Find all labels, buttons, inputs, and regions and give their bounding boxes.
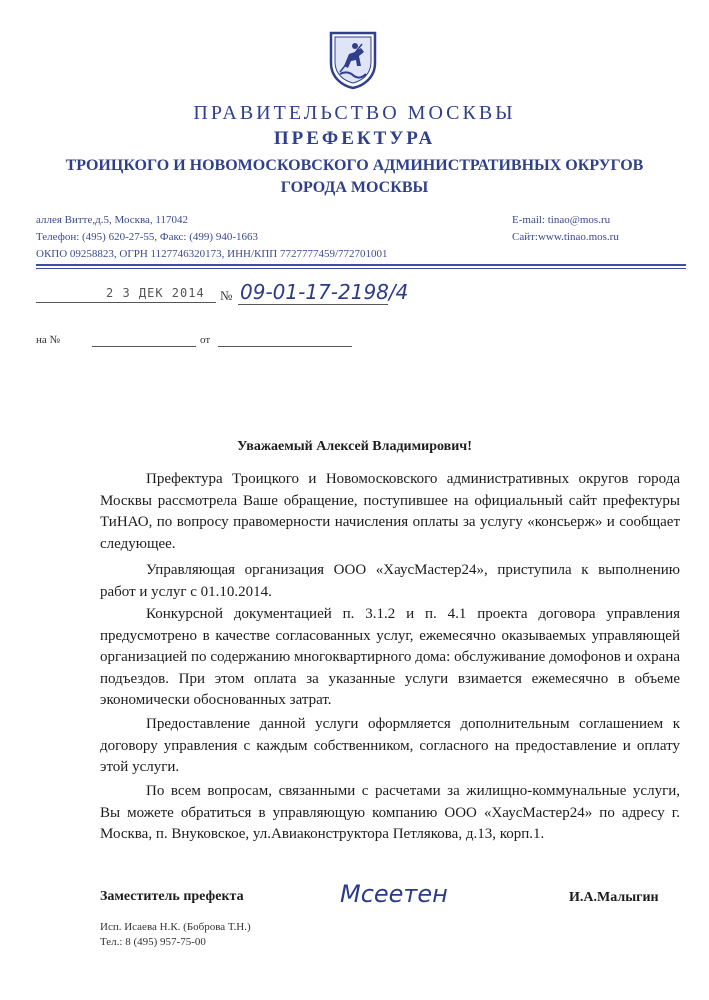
outgoing-number-handwritten: 09-01-17-2198/4 (240, 280, 409, 304)
body-paragraph-5: По всем вопросам, связанными с расчетами за жилищно-коммунальные услуги, Вы можете обратиться в управляющую компанию ООО «ХаусМастер24» по адресу г. Москва, п. Внуковское, ул.Авиаконструктора Петлякова, д.13, корп.1. (100, 783, 680, 842)
moscow-coat-of-arms-icon (328, 30, 378, 90)
number-label: № (220, 288, 233, 303)
reply-number-label: на № (36, 334, 61, 346)
body-paragraph-1: Префектура Троицкого и Новомосковского административных округов города Москвы рассмотрела Ваше обращение, поступившее на официальный сайт префектуры ТиНАО, по вопросу правомерности начисления оплаты за услугу «консьерж» и сообщает следующее. (100, 471, 680, 552)
date-underline (36, 302, 216, 303)
signatory-position: Заместитель префекта (100, 889, 244, 904)
letter-greeting: Уважаемый Алексей Владимирович! (237, 439, 472, 454)
body-paragraph-4: Предоставление данной услуги оформляется дополнительным соглашением к договору управления с каждым собственником, согласного на предоставление и оплату этой услуги. (100, 716, 680, 775)
reply-number-underline (92, 346, 196, 347)
registration-codes-text: ОКПО 09258823, ОГРН 1127746320173, ИНН/КПП 7727777459/772701001 (36, 248, 388, 260)
executor-text: Исп. Исаева Н.К. (Боброва Т.Н.) (100, 921, 251, 933)
body-paragraph-3: Конкурсной документацией п. 3.1.2 и п. 4.1 проекта договора управления предусмотрено в качестве согласованных услуг, ежемесячно оказываемых управляющей организацией по содержанию многоквартирного дома: обслуживание домофонов и охрана подъездов. При этом оплата за указанные услуги взимается ежемесячно в объеме экономически обоснованных затрат. (100, 606, 680, 708)
body-paragraph-2: Управляющая организация ООО «ХаусМастер24», приступила к выполнению работ и услуг с 01.10.2014. (100, 562, 680, 600)
header-divider (36, 264, 686, 266)
date-stamp: 2 3 ДЕК 2014 (106, 286, 205, 300)
number-underline (238, 304, 388, 305)
okrug-title-line1: ТРОИЦКОГО И НОВОМОСКОВСКОГО АДМИНИСТРАТИВНЫХ ОКРУГОВ (65, 157, 644, 174)
website-text: Сайт:www.tinao.mos.ru (512, 231, 619, 243)
handwritten-signature: Мсеетен (340, 880, 448, 908)
executor-phone: Тел.: 8 (495) 957-75-00 (100, 936, 206, 948)
government-title: ПРАВИТЕЛЬСТВО МОСКВЫ (193, 102, 516, 124)
signatory-name: И.А.Малыгин (569, 890, 659, 905)
phone-fax-text: Телефон: (495) 620-27-55, Факс: (499) 940-1663 (36, 231, 258, 243)
prefecture-title: ПРЕФЕКТУРА (273, 128, 436, 149)
email-text: E-mail: tinao@mos.ru (512, 214, 611, 226)
reply-date-underline (218, 346, 352, 347)
header-divider-thin (36, 268, 686, 269)
reply-date-label: от (200, 334, 211, 346)
okrug-title-line2: ГОРОДА МОСКВЫ (280, 179, 429, 196)
address-text: аллея Витте,д.5, Москва, 117042 (36, 214, 188, 226)
